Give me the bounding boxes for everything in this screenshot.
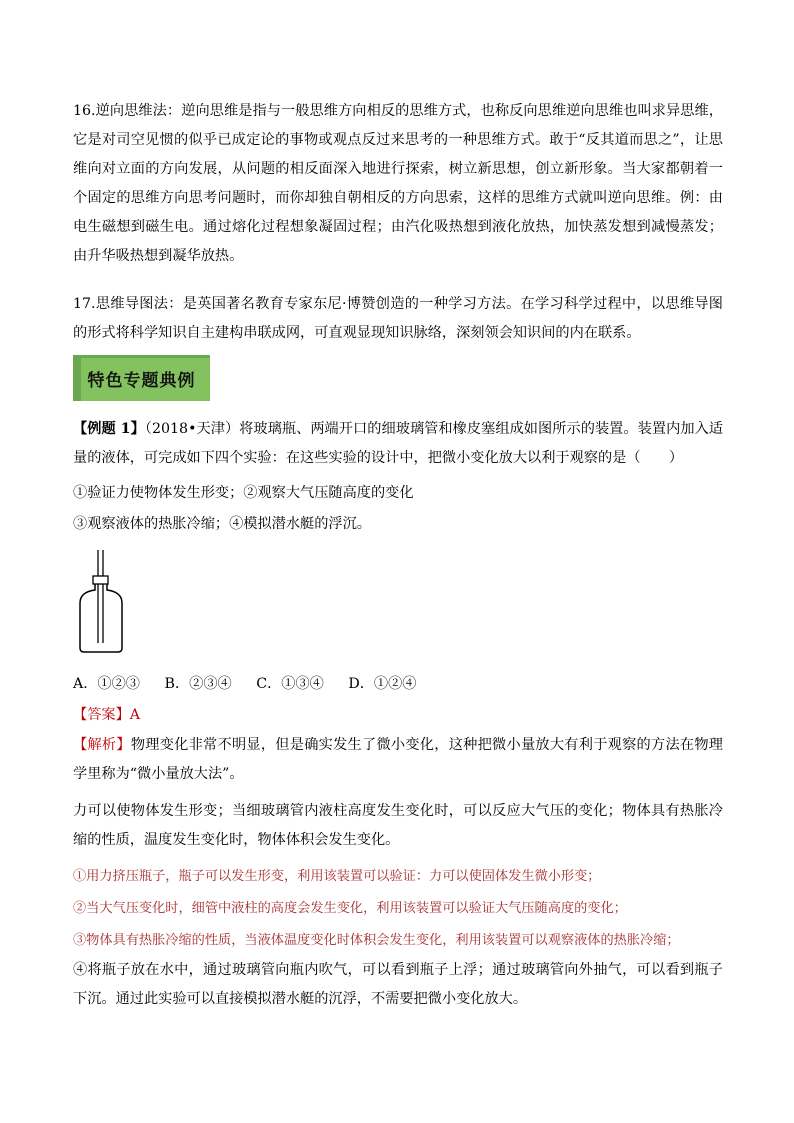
analysis-point-1: ①用力挤压瓶子，瓶子可以发生形变，利用该装置可以验证：力可以使固体发生微小形变；: [73, 869, 601, 884]
example-question-text: 将玻璃瓶、两端开口的细玻璃管和橡皮塞组成如图所示的装置。装置内加入适量的液体，可完成如下四个实验：在这些实验的设计中，把微小变化放大以利于观察的是（ ）: [73, 421, 723, 466]
analysis-point-4: ④将瓶子放在水中，通过玻璃管向瓶内吹气，可以看到瓶子上浮；通过玻璃管向外抽气，可以看到瓶子下沉。通过此实验可以直接模拟潜水艇的沉浮，不需要把微小变化放大。: [73, 962, 723, 1007]
option-a: A．①②③: [73, 676, 140, 692]
example-question: [73, 415, 723, 473]
example-tag: 【例题 1】: [73, 421, 145, 437]
option-d: D．①②④: [348, 676, 417, 692]
bottle-with-tube-icon: [76, 548, 136, 658]
example-items-line1: ①验证力使物体发生形变；②观察大气压随高度的变化: [73, 485, 414, 501]
answer-value: A: [129, 707, 141, 723]
paragraph-17: 17.思维导图法：是英国著名教育专家东尼·博赞创造的一种学习方法。在学习科学过程中，以思维导图的形式将科学知识自主建构串联成网，可直观显现知识脉络，深刻领会知识间的内在联系。: [73, 296, 723, 341]
example-items-line2: ③观察液体的热胀冷缩；④模拟潜水艇的浮沉。: [73, 516, 371, 532]
option-b: B．②③④: [164, 676, 232, 692]
analysis-point-2: ②当大气压变化时，细管中液柱的高度会发生变化，利用该装置可以验证大气压随高度的变化；: [73, 901, 627, 916]
example-source: （2018•天津）: [144, 421, 240, 437]
analysis-intro-text: 物理变化非常不明显，但是确实发生了微小变化，这种把微小量放大有利于观察的方法在物理学里称为“微小量放大法”。: [73, 737, 723, 782]
analysis-label: 【解析】: [73, 737, 131, 753]
paragraph-16: 16.逆向思维法：逆向思维是指与一般思维方向相反的思维方式，也称反向思维逆向思维也叫求异思维，它是对司空见惯的似乎已成定论的事物或观点反过来思考的一种思维方式。敢于“反其道而思之”，让思维向对立面的方向发展，从问题的相反面深入地进行探索，树立新思想，创立新形象。当大家都朝着一个固定的思维方向思考问题时，而你却独自朝相反的方向思索，这样的思维方式就叫逆向思维。例：由电生磁想到磁生电。通过熔化过程想象凝固过程；由汽化吸热想到液化放热，加快蒸发想到减慢蒸发；由升华吸热想到凝华放热。: [73, 103, 723, 264]
answer-line: [73, 701, 723, 730]
analysis-body: 力可以使物体发生形变；当细玻璃管内液柱高度发生变化时，可以反应大气压的变化；物体具有热胀冷缩的性质，温度发生变化时，物体体积会发生变化。: [73, 803, 723, 848]
analysis-intro: [73, 731, 723, 789]
answer-label: 【答案】: [73, 707, 130, 723]
answer-options: [73, 671, 436, 697]
option-c: C．①③④: [256, 676, 324, 692]
analysis-point-3: ③物体具有热胀冷缩的性质，当液体温度变化时体积会发生变化，利用该装置可以观察液体的热胀冷缩；: [73, 933, 680, 948]
section-banner: [73, 355, 210, 401]
banner-label: 特色专题典例: [87, 370, 196, 391]
